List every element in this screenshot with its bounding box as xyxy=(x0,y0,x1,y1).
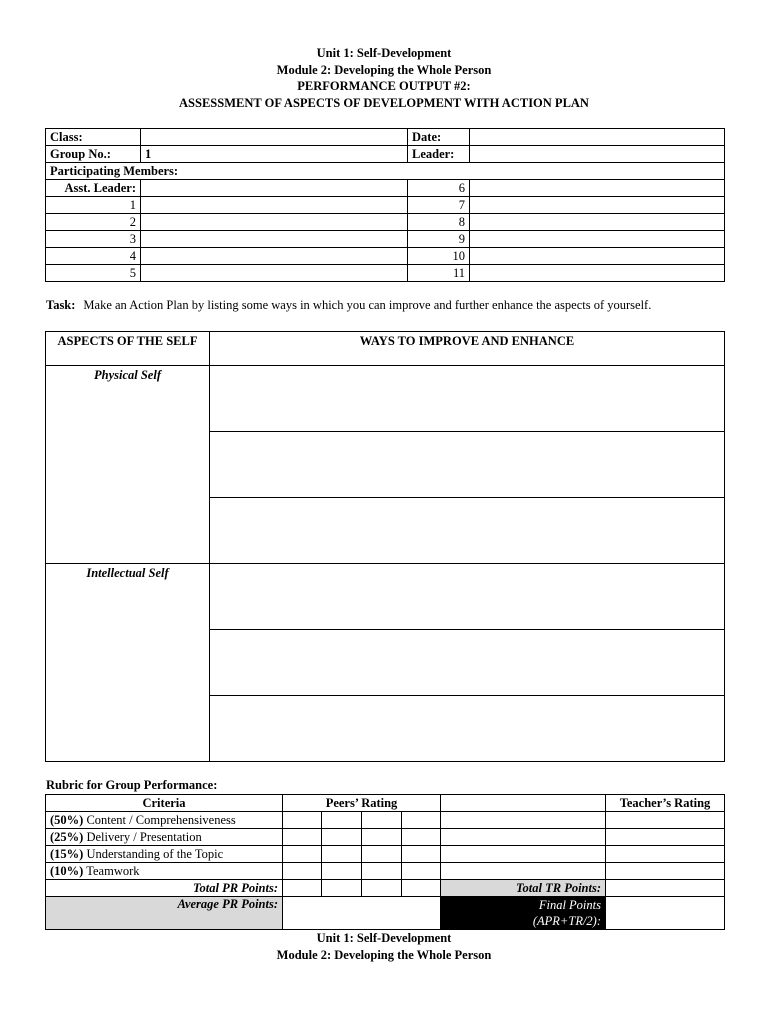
teacher-rating-field[interactable] xyxy=(606,863,725,880)
member-row xyxy=(46,248,725,265)
member-number: 5 xyxy=(46,265,141,282)
leader-field[interactable] xyxy=(470,146,725,163)
peer-rating-field[interactable] xyxy=(283,829,322,846)
group-info-table xyxy=(45,128,725,282)
criteria-row xyxy=(46,846,725,863)
plan-header-row xyxy=(46,332,725,366)
date-label: Date: xyxy=(408,129,470,146)
peer-rating-field[interactable] xyxy=(322,812,362,829)
document-header xyxy=(0,45,768,111)
footer-module-title: Module 2: Developing the Whole Person xyxy=(276,947,492,962)
peer-total-field[interactable] xyxy=(283,880,322,897)
teacher-rating-field[interactable] xyxy=(606,812,725,829)
final-points-field[interactable] xyxy=(606,897,725,930)
teacher-rating-field[interactable] xyxy=(606,829,725,846)
member-number: 4 xyxy=(46,248,141,265)
member-number: 11 xyxy=(408,265,470,282)
peer-rating-field[interactable] xyxy=(322,829,362,846)
member-field[interactable] xyxy=(470,265,725,282)
plan-entry-field[interactable] xyxy=(210,630,725,696)
member-field[interactable] xyxy=(470,248,725,265)
peer-rating-field[interactable] xyxy=(362,812,402,829)
member-number: 3 xyxy=(46,231,141,248)
member-field[interactable] xyxy=(470,197,725,214)
criteria-label: (10%) Teamwork xyxy=(46,863,283,880)
member-field[interactable] xyxy=(141,231,408,248)
peer-rating-field[interactable] xyxy=(402,846,441,863)
ways-header: WAYS TO IMPROVE AND ENHANCE xyxy=(210,332,725,366)
group-label: Group No.: xyxy=(46,146,141,163)
member-field[interactable] xyxy=(470,231,725,248)
plan-entry-field[interactable] xyxy=(210,564,725,630)
member-field[interactable] xyxy=(141,265,408,282)
member-number: 6 xyxy=(408,180,470,197)
action-plan-table xyxy=(45,331,725,762)
class-row xyxy=(46,129,725,146)
criteria-row xyxy=(46,829,725,846)
member-number: 10 xyxy=(408,248,470,265)
peers-rating-header: Peers’ Rating xyxy=(283,795,441,812)
member-field[interactable] xyxy=(470,180,725,197)
plan-entry-field[interactable] xyxy=(210,366,725,432)
peer-rating-field[interactable] xyxy=(402,829,441,846)
members-row xyxy=(46,163,725,180)
peer-rating-field[interactable] xyxy=(283,863,322,880)
peer-rating-field[interactable] xyxy=(402,812,441,829)
peer-rating-field[interactable] xyxy=(283,812,322,829)
criteria-label: (15%) Understanding of the Topic xyxy=(46,846,283,863)
plan-row xyxy=(46,564,725,630)
rubric-spacer-cell xyxy=(441,829,606,846)
teachers-rating-header: Teacher’s Rating xyxy=(606,795,725,812)
unit-title: Unit 1: Self-Development xyxy=(316,46,452,60)
teacher-rating-field[interactable] xyxy=(606,846,725,863)
peer-rating-field[interactable] xyxy=(322,863,362,880)
peer-total-field[interactable] xyxy=(322,880,362,897)
rubric-spacer-cell xyxy=(441,863,606,880)
member-row xyxy=(46,231,725,248)
members-label: Participating Members: xyxy=(46,163,725,180)
rubric-title: Rubric for Group Performance: xyxy=(46,778,218,792)
member-field[interactable] xyxy=(141,214,408,231)
rubric-header-row xyxy=(46,795,725,812)
group-row xyxy=(46,146,725,163)
member-number: 8 xyxy=(408,214,470,231)
module-title: Module 2: Developing the Whole Person xyxy=(276,62,492,77)
member-field[interactable] xyxy=(470,214,725,231)
total-tr-label: Total TR Points: xyxy=(441,880,606,897)
document-footer xyxy=(0,930,768,963)
group-field[interactable]: 1 xyxy=(141,146,408,163)
rubric-table xyxy=(45,794,725,930)
task-label: Task: xyxy=(46,298,76,312)
plan-entry-field[interactable] xyxy=(210,498,725,564)
member-field[interactable] xyxy=(141,248,408,265)
peer-rating-field[interactable] xyxy=(362,846,402,863)
rubric-spacer-cell xyxy=(441,846,606,863)
teacher-total-field[interactable] xyxy=(606,880,725,897)
leader-label: Leader: xyxy=(408,146,470,163)
peer-total-field[interactable] xyxy=(362,880,402,897)
peer-rating-field[interactable] xyxy=(322,846,362,863)
output-title: PERFORMANCE OUTPUT #2: xyxy=(297,79,471,93)
asst-leader-label: Asst. Leader: xyxy=(46,180,141,197)
class-field[interactable] xyxy=(141,129,408,146)
rubric-spacer-cell xyxy=(441,812,606,829)
total-pr-label: Total PR Points: xyxy=(46,880,283,897)
criteria-label: (25%) Delivery / Presentation xyxy=(46,829,283,846)
member-row xyxy=(46,180,725,197)
plan-row xyxy=(46,366,725,432)
member-row xyxy=(46,197,725,214)
footer-unit-title: Unit 1: Self-Development xyxy=(316,931,452,945)
criteria-row xyxy=(46,812,725,829)
member-number: 7 xyxy=(408,197,470,214)
totals-row xyxy=(46,880,725,897)
member-number: 1 xyxy=(46,197,141,214)
member-row xyxy=(46,214,725,231)
plan-entry-field[interactable] xyxy=(210,696,725,762)
average-pr-label: Average PR Points: xyxy=(46,897,283,930)
average-pr-field[interactable] xyxy=(283,897,441,930)
peer-total-field[interactable] xyxy=(402,880,441,897)
peer-rating-field[interactable] xyxy=(283,846,322,863)
assessment-title: ASSESSMENT OF ASPECTS OF DEVELOPMENT WITH ACTION PLAN xyxy=(179,95,589,110)
criteria-row xyxy=(46,863,725,880)
member-field[interactable] xyxy=(141,180,408,197)
peer-rating-field[interactable] xyxy=(362,829,402,846)
plan-entry-field[interactable] xyxy=(210,432,725,498)
intellectual-self-label: Intellectual Self xyxy=(46,564,210,762)
date-field[interactable] xyxy=(470,129,725,146)
physical-self-label: Physical Self xyxy=(46,366,210,564)
member-number: 2 xyxy=(46,214,141,231)
member-number: 9 xyxy=(408,231,470,248)
member-row xyxy=(46,265,725,282)
task-instruction xyxy=(46,298,651,313)
member-field[interactable] xyxy=(141,197,408,214)
task-text: Make an Action Plan by listing some ways in which you can improve and further enhance the aspects of yourself. xyxy=(83,298,652,312)
class-label: Class: xyxy=(46,129,141,146)
aspects-header: ASPECTS OF THE SELF xyxy=(46,332,210,366)
final-points-label: Final Points (APR+TR/2): xyxy=(441,897,606,930)
criteria-header: Criteria xyxy=(46,795,283,812)
peer-rating-field[interactable] xyxy=(402,863,441,880)
rubric-spacer-cell xyxy=(441,795,606,812)
average-row xyxy=(46,897,725,930)
criteria-label: (50%) Content / Comprehensiveness xyxy=(46,812,283,829)
peer-rating-field[interactable] xyxy=(362,863,402,880)
